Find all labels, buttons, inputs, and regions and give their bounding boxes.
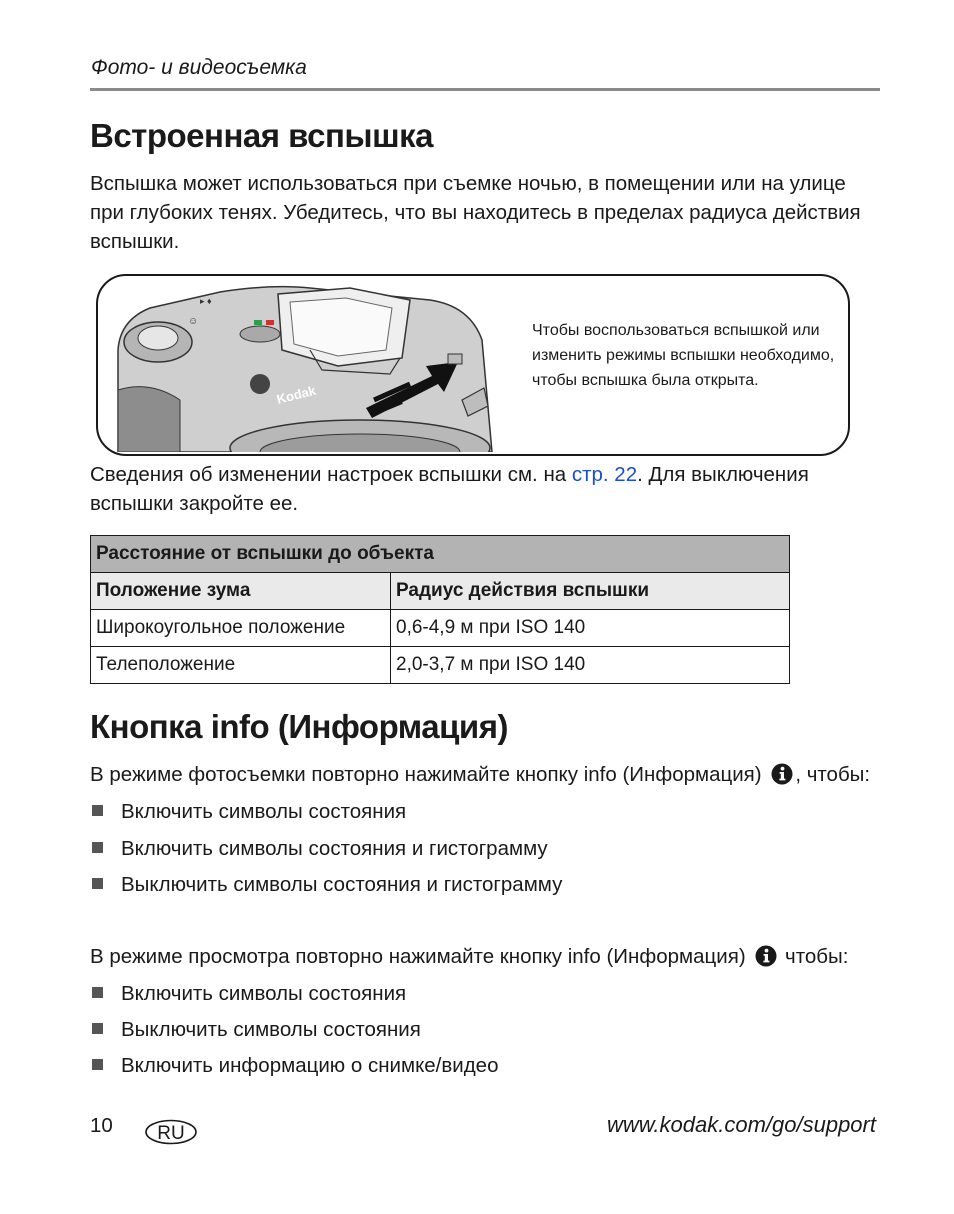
table-title-row xyxy=(91,536,790,573)
square-bullet-icon xyxy=(92,1023,103,1034)
table-title: Расстояние от вспышки до объекта xyxy=(91,536,790,573)
table-cell: Широкоугольное положение xyxy=(91,610,391,647)
list-item xyxy=(90,979,406,1008)
list-item xyxy=(90,1015,421,1044)
col-header-range: Радиус действия вспышки xyxy=(391,573,790,610)
review-mode-text-end: чтобы: xyxy=(779,945,849,968)
list-item-text: Выключить символы состояния xyxy=(121,1018,421,1041)
svg-text:☺: ☺ xyxy=(188,316,199,327)
table-cell: 2,0-3,7 м при ISO 140 xyxy=(391,647,790,684)
square-bullet-icon xyxy=(92,987,103,998)
page-number: 10 xyxy=(90,1114,113,1137)
list-item xyxy=(90,834,548,863)
language-badge-icon xyxy=(144,1119,198,1145)
list-item-text: Включить символы состояния и гистограмму xyxy=(121,837,548,860)
svg-text:▸ ♦: ▸ ♦ xyxy=(200,296,212,306)
support-url-link[interactable]: www.kodak.com/go/support xyxy=(606,1112,876,1137)
page-22-link[interactable]: стр. 22 xyxy=(571,463,638,486)
list-item-text: Выключить символы состояния и гистограмму xyxy=(121,873,563,896)
table-cell: 0,6-4,9 м при ISO 140 xyxy=(391,610,790,647)
square-bullet-icon xyxy=(92,842,103,853)
running-header: Фото- и видеосъемка xyxy=(91,56,307,79)
table-cell: Телеположение xyxy=(91,647,391,684)
header-divider xyxy=(90,88,880,91)
list-item xyxy=(90,870,562,899)
info-icon xyxy=(771,763,793,785)
flash-range-table xyxy=(90,535,790,684)
language-badge-label: RU xyxy=(157,1123,185,1144)
figure-caption: Чтобы воспользоваться вспышкой или изменить режимы вспышки необходимо, чтобы вспышка была открыта. xyxy=(532,322,835,389)
list-item-text: Включить символы состояния xyxy=(121,800,407,823)
camera-brand-label: Kodak xyxy=(275,382,318,407)
list-item-text: Включить символы состояния xyxy=(121,982,407,1005)
table-row xyxy=(91,647,790,684)
list-item xyxy=(90,1051,498,1080)
capture-mode-text-end: , чтобы: xyxy=(795,763,871,786)
col-header-zoom: Положение зума xyxy=(91,573,391,610)
table-row xyxy=(91,610,790,647)
square-bullet-icon xyxy=(92,805,103,816)
square-bullet-icon xyxy=(92,1059,103,1070)
camera-flash-illustration xyxy=(110,280,500,452)
section-title-flash: Встроенная вспышка xyxy=(90,117,433,154)
section-title-info: Кнопка info (Информация) xyxy=(90,708,508,745)
capture-mode-paragraph xyxy=(90,760,870,789)
review-mode-text: В режиме просмотра повторно нажимайте кнопку info (Информация) xyxy=(90,945,752,968)
list-item-text: Включить информацию о снимке/видео xyxy=(121,1054,499,1077)
review-mode-paragraph xyxy=(90,942,848,971)
flash-settings-text: Сведения об изменении настроек вспышки см. на xyxy=(90,463,572,486)
list-item xyxy=(90,797,406,826)
info-icon xyxy=(755,945,777,967)
capture-mode-text: В режиме фотосъемки повторно нажимайте кнопку info (Информация) xyxy=(90,763,768,786)
flash-intro-paragraph: Вспышка может использоваться при съемке ночью, в помещении или на улице при глубоких тенях. Убедитесь, что вы находитесь в пределах радиуса действия вспышки. xyxy=(90,172,861,253)
square-bullet-icon xyxy=(92,878,103,889)
flash-settings-text-end: . Для выключения вспышки закройте ее. xyxy=(90,463,809,515)
flash-settings-paragraph xyxy=(90,460,880,518)
table-header-row xyxy=(91,573,790,610)
